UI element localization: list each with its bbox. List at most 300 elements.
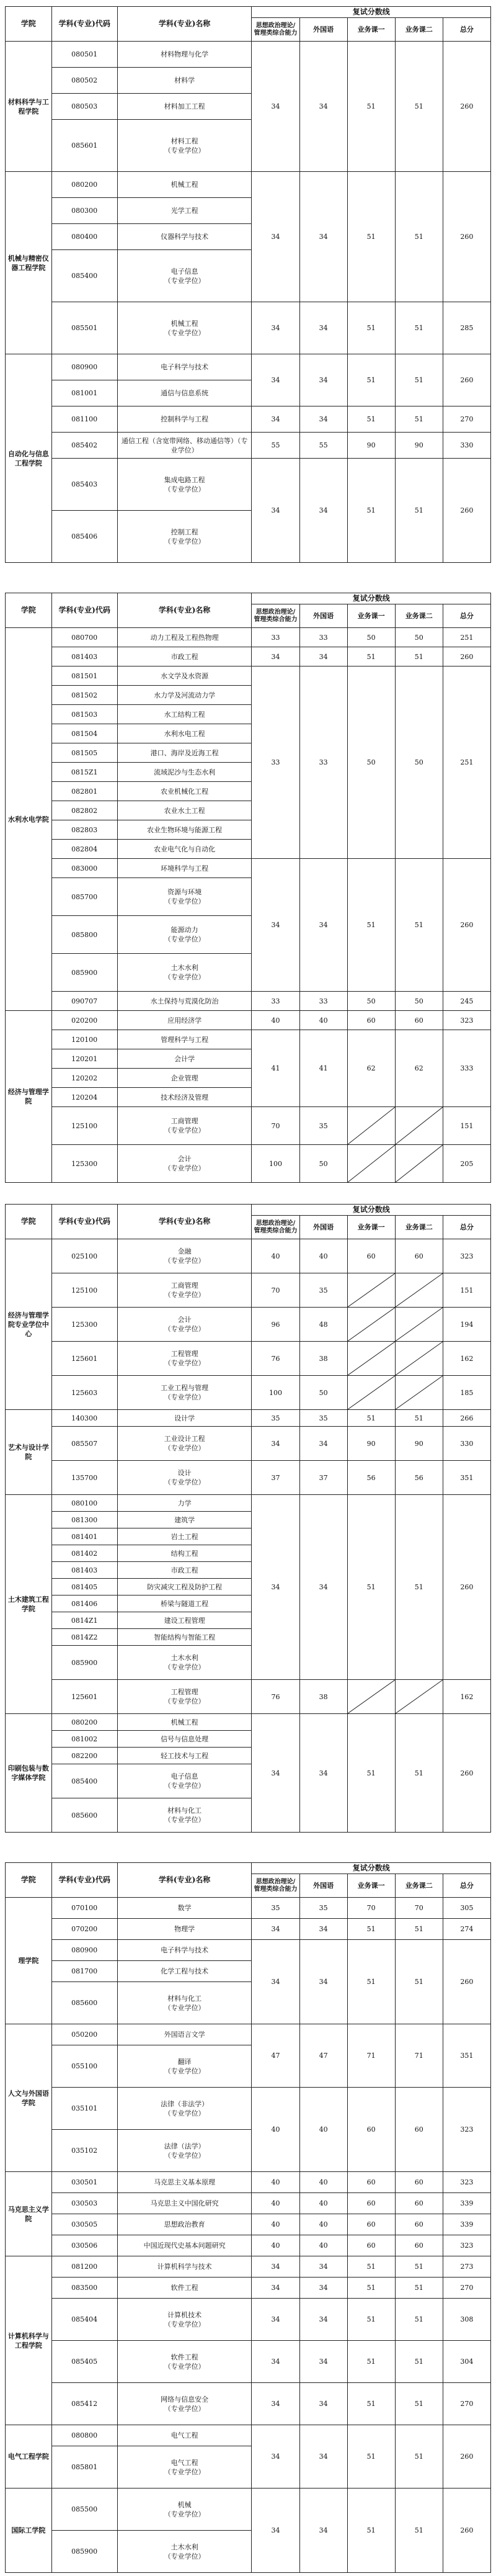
score-total: 330 — [443, 1427, 490, 1461]
score-foreign: 40 — [299, 2235, 347, 2256]
college-name: 印刷包装与数字媒体学院 — [6, 1714, 52, 1833]
discipline-name: 水利水电工程 — [117, 724, 252, 743]
score-total: 339 — [443, 2193, 490, 2214]
discipline-name: 防灾减灾工程及防护工程 — [117, 1579, 252, 1595]
score-course2: 70 — [395, 1898, 443, 1919]
score-course1: 60 — [347, 2193, 395, 2214]
header-college: 学院 — [6, 7, 52, 42]
score-course2: 51 — [395, 172, 443, 302]
discipline-code: 030505 — [51, 2214, 117, 2235]
score-foreign: 47 — [299, 2024, 347, 2088]
table-row — [6, 1495, 491, 1512]
discipline-code: 081001 — [51, 380, 117, 406]
college-name: 经济与管理学院 — [6, 1011, 52, 1183]
discipline-code: 085601 — [51, 120, 117, 172]
score-politics: 100 — [252, 1376, 299, 1410]
discipline-code: 125601 — [51, 1342, 117, 1376]
score-course1: 56 — [347, 1461, 395, 1495]
score-course1: 51 — [347, 406, 395, 433]
discipline-name: 水土保持与荒漠化防治 — [117, 992, 252, 1011]
discipline-code: 030503 — [51, 2193, 117, 2214]
score-foreign: 33 — [299, 992, 347, 1011]
table-row — [6, 1898, 491, 1919]
discipline-name: 会计 （专业学位） — [117, 1145, 252, 1183]
score-total: 205 — [443, 1145, 490, 1183]
score-foreign: 34 — [299, 859, 347, 992]
score-foreign: 48 — [299, 1308, 347, 1342]
college-name: 人文与外国语学院 — [6, 2024, 52, 2172]
score-foreign: 33 — [299, 628, 347, 647]
discipline-code: 055100 — [51, 2045, 117, 2088]
table-row — [6, 2024, 491, 2045]
discipline-code: 030506 — [51, 2235, 117, 2256]
header-college: 学院 — [6, 1863, 52, 1898]
table-row — [6, 2235, 491, 2256]
header-code: 学科(专业)代码 — [51, 593, 117, 628]
score-politics: 34 — [252, 302, 299, 354]
score-course2: 51 — [395, 42, 443, 172]
score-course1-not-applicable — [347, 1342, 395, 1376]
score-foreign: 34 — [299, 647, 347, 666]
discipline-code: 140300 — [51, 1410, 117, 1427]
college-name: 艺术与设计学院 — [6, 1410, 52, 1495]
score-foreign: 40 — [299, 1239, 347, 1273]
score-course2: 60 — [395, 2088, 443, 2172]
score-politics: 47 — [252, 2024, 299, 2088]
table-row — [6, 2341, 491, 2383]
discipline-name: 法律（法学） （专业学位） — [117, 2130, 252, 2172]
table-row — [6, 2488, 491, 2531]
college-name: 国际工学院 — [6, 2488, 52, 2573]
header-name: 学科(专业)名称 — [117, 7, 252, 42]
header-college: 学院 — [6, 1205, 52, 1239]
table-row — [6, 2425, 491, 2446]
discipline-code: 083000 — [51, 859, 117, 878]
discipline-code: 0815Z1 — [51, 763, 117, 782]
score-total: 162 — [443, 1680, 490, 1714]
score-foreign: 34 — [299, 2425, 347, 2488]
score-foreign: 41 — [299, 1030, 347, 1107]
discipline-code: 081002 — [51, 1731, 117, 1748]
score-course1: 60 — [347, 1011, 395, 1030]
score-politics: 34 — [252, 1427, 299, 1461]
discipline-code: 085801 — [51, 2446, 117, 2488]
discipline-code: 085900 — [51, 954, 117, 992]
header-foreign: 外国语 — [299, 604, 347, 628]
discipline-name: 会计学 — [117, 1049, 252, 1069]
score-course2: 51 — [395, 2488, 443, 2573]
score-course1: 62 — [347, 1030, 395, 1107]
discipline-code: 090707 — [51, 992, 117, 1011]
table-row — [6, 1461, 491, 1495]
header-course2: 业务课二 — [395, 18, 443, 42]
score-politics: 34 — [252, 2383, 299, 2425]
score-politics: 34 — [252, 2278, 299, 2299]
discipline-name: 信号与信息处理 — [117, 1731, 252, 1748]
discipline-code: 080300 — [51, 198, 117, 224]
score-total: 194 — [443, 1308, 490, 1342]
discipline-name: 电子科学与技术 — [117, 1940, 252, 1961]
score-course1: 60 — [347, 2214, 395, 2235]
discipline-name: 水文学及水资源 — [117, 666, 252, 686]
score-course2: 71 — [395, 2024, 443, 2088]
discipline-code: 082801 — [51, 782, 117, 801]
table-row — [6, 2256, 491, 2278]
score-total: 285 — [443, 302, 490, 354]
score-foreign: 34 — [299, 1427, 347, 1461]
score-course1: 60 — [347, 1239, 395, 1273]
discipline-name: 管理科学与工程 — [117, 1030, 252, 1049]
discipline-name: 工程管理 （专业学位） — [117, 1680, 252, 1714]
score-course1: 51 — [347, 2383, 395, 2425]
table-row — [6, 433, 491, 459]
discipline-code: 085900 — [51, 1646, 117, 1680]
score-course1: 51 — [347, 1940, 395, 2024]
score-foreign: 34 — [299, 2488, 347, 2573]
discipline-code: 085403 — [51, 459, 117, 511]
college-name: 材料科学与工程学院 — [6, 42, 52, 172]
discipline-code: 080503 — [51, 94, 117, 120]
discipline-name: 农业电气化与自动化 — [117, 840, 252, 859]
score-foreign: 50 — [299, 1145, 347, 1183]
score-course1: 51 — [347, 2425, 395, 2488]
discipline-name: 材料加工工程 — [117, 94, 252, 120]
score-total: 260 — [443, 1495, 490, 1680]
discipline-name: 环境科学与工程 — [117, 859, 252, 878]
score-total: 323 — [443, 1239, 490, 1273]
score-course1: 51 — [347, 2256, 395, 2278]
score-course2: 90 — [395, 433, 443, 459]
table-row — [6, 406, 491, 433]
score-foreign: 34 — [299, 302, 347, 354]
discipline-code: 120204 — [51, 1088, 117, 1107]
discipline-name: 通信与信息系统 — [117, 380, 252, 406]
discipline-code: 085406 — [51, 511, 117, 563]
college-name: 经济与管理学院专业学位中心 — [6, 1239, 52, 1410]
score-course1: 51 — [347, 2341, 395, 2383]
discipline-name: 思想政治教育 — [117, 2214, 252, 2235]
discipline-code: 070100 — [51, 1898, 117, 1919]
score-foreign: 33 — [299, 666, 347, 859]
discipline-code: 080900 — [51, 354, 117, 380]
score-course1-not-applicable — [347, 1376, 395, 1410]
discipline-name: 翻译 （专业学位） — [117, 2045, 252, 2088]
table-row — [6, 2088, 491, 2130]
score-total: 330 — [443, 433, 490, 459]
score-politics: 33 — [252, 992, 299, 1011]
discipline-name: 流域泥沙与生态水利 — [117, 763, 252, 782]
discipline-code: 080800 — [51, 2425, 117, 2446]
score-politics: 40 — [252, 1011, 299, 1030]
score-course1: 51 — [347, 302, 395, 354]
score-course1: 51 — [347, 1919, 395, 1940]
score-foreign: 34 — [299, 1714, 347, 1833]
discipline-code: 081505 — [51, 743, 117, 763]
discipline-name: 机械 （专业学位） — [117, 2488, 252, 2531]
score-total: 304 — [443, 2341, 490, 2383]
score-total: 333 — [443, 1030, 490, 1107]
header-politics: 思想政治理论/管理类综合能力 — [252, 1216, 299, 1239]
table-row — [6, 1145, 491, 1183]
discipline-name: 机械工程 — [117, 1714, 252, 1731]
score-course2: 51 — [395, 354, 443, 406]
header-course2: 业务课二 — [395, 1216, 443, 1239]
score-total: 323 — [443, 2088, 490, 2172]
table-row — [6, 1107, 491, 1145]
score-politics: 35 — [252, 1898, 299, 1919]
discipline-name: 土木水利 （专业学位） — [117, 2531, 252, 2573]
score-politics: 40 — [252, 2235, 299, 2256]
score-course1: 71 — [347, 2024, 395, 2088]
score-course1-not-applicable — [347, 1308, 395, 1342]
discipline-code: 125300 — [51, 1145, 117, 1183]
discipline-name: 土木水利 （专业学位） — [117, 1646, 252, 1680]
score-foreign: 35 — [299, 1107, 347, 1145]
score-total: 260 — [443, 42, 490, 172]
score-foreign: 34 — [299, 1495, 347, 1680]
discipline-code: 081406 — [51, 1595, 117, 1612]
discipline-name: 水力学及河流动力学 — [117, 686, 252, 705]
score-foreign: 38 — [299, 1680, 347, 1714]
discipline-name: 集成电路工程 （专业学位） — [117, 459, 252, 511]
score-total: 251 — [443, 628, 490, 647]
header-retest-score-line: 复试分数线 — [252, 1863, 491, 1874]
discipline-name: 设计 （专业学位） — [117, 1461, 252, 1495]
score-course2: 51 — [395, 406, 443, 433]
discipline-code: 082802 — [51, 801, 117, 820]
score-foreign: 34 — [299, 2341, 347, 2383]
score-politics: 76 — [252, 1342, 299, 1376]
table-row — [6, 2214, 491, 2235]
score-course2: 60 — [395, 1011, 443, 1030]
score-course2-not-applicable — [395, 1308, 443, 1342]
score-course1-not-applicable — [347, 1145, 395, 1183]
college-name: 计算机科学与工程学院 — [6, 2256, 52, 2425]
score-politics: 35 — [252, 1410, 299, 1427]
score-course2: 56 — [395, 1461, 443, 1495]
discipline-code: 085507 — [51, 1427, 117, 1461]
discipline-code: 125100 — [51, 1107, 117, 1145]
table-row — [6, 459, 491, 511]
score-foreign: 34 — [299, 459, 347, 563]
score-foreign: 40 — [299, 2193, 347, 2214]
score-course2: 51 — [395, 2278, 443, 2299]
discipline-name: 金融 （专业学位） — [117, 1239, 252, 1273]
discipline-code: 070200 — [51, 1919, 117, 1940]
score-course2-not-applicable — [395, 1145, 443, 1183]
discipline-name: 会计 （专业学位） — [117, 1308, 252, 1342]
score-total: 260 — [443, 1714, 490, 1833]
score-politics: 34 — [252, 2256, 299, 2278]
header-course2: 业务课二 — [395, 604, 443, 628]
score-total: 308 — [443, 2299, 490, 2341]
score-course2: 90 — [395, 1427, 443, 1461]
discipline-name: 企业管理 — [117, 1069, 252, 1088]
score-total: 270 — [443, 2383, 490, 2425]
discipline-name: 工程管理 （专业学位） — [117, 1342, 252, 1376]
table-row — [6, 2383, 491, 2425]
discipline-name: 水工结构工程 — [117, 705, 252, 724]
discipline-name: 港口、海岸及近海工程 — [117, 743, 252, 763]
score-course2: 51 — [395, 1495, 443, 1680]
score-course2: 60 — [395, 2235, 443, 2256]
college-name: 水利水电学院 — [6, 628, 52, 1011]
score-politics: 41 — [252, 1030, 299, 1107]
score-course1-not-applicable — [347, 1107, 395, 1145]
score-politics: 96 — [252, 1308, 299, 1342]
score-course2: 51 — [395, 2383, 443, 2425]
score-foreign: 35 — [299, 1410, 347, 1427]
header-course2: 业务课二 — [395, 1874, 443, 1898]
score-course2: 62 — [395, 1030, 443, 1107]
discipline-name: 市政工程 — [117, 647, 252, 666]
score-total: 245 — [443, 992, 490, 1011]
header-course1: 业务课一 — [347, 604, 395, 628]
score-course1-not-applicable — [347, 1273, 395, 1308]
score-foreign: 34 — [299, 2383, 347, 2425]
score-total: 339 — [443, 2214, 490, 2235]
discipline-name: 计算机科学与技术 — [117, 2256, 252, 2278]
discipline-code: 081501 — [51, 666, 117, 686]
table-row — [6, 1919, 491, 1940]
score-total: 260 — [443, 2425, 490, 2488]
discipline-code: 085600 — [51, 1982, 117, 2024]
discipline-code: 085405 — [51, 2341, 117, 2383]
score-politics: 40 — [252, 2214, 299, 2235]
discipline-name: 电子科学与技术 — [117, 354, 252, 380]
score-foreign: 34 — [299, 354, 347, 406]
table-row — [6, 354, 491, 380]
score-total: 260 — [443, 354, 490, 406]
score-course2-not-applicable — [395, 1342, 443, 1376]
score-foreign: 34 — [299, 2256, 347, 2278]
discipline-code: 135700 — [51, 1461, 117, 1495]
score-course1: 51 — [347, 1410, 395, 1427]
score-politics: 34 — [252, 42, 299, 172]
score-course1: 90 — [347, 433, 395, 459]
discipline-name: 技术经济及管理 — [117, 1088, 252, 1107]
discipline-code: 125601 — [51, 1680, 117, 1714]
score-foreign: 34 — [299, 2299, 347, 2341]
discipline-name: 资源与环境 （专业学位） — [117, 878, 252, 916]
header-code: 学科(专业)代码 — [51, 1863, 117, 1898]
table-row — [6, 647, 491, 666]
score-table-section — [5, 1204, 491, 1833]
score-total: 273 — [443, 2256, 490, 2278]
score-foreign: 40 — [299, 1011, 347, 1030]
score-course1: 60 — [347, 2088, 395, 2172]
score-total: 251 — [443, 666, 490, 859]
header-course1: 业务课一 — [347, 1216, 395, 1239]
table-row — [6, 302, 491, 354]
score-course2: 51 — [395, 459, 443, 563]
table-row — [6, 1011, 491, 1030]
score-course1: 51 — [347, 2299, 395, 2341]
header-name: 学科(专业)名称 — [117, 1205, 252, 1239]
score-total: 270 — [443, 406, 490, 433]
score-politics: 34 — [252, 859, 299, 992]
header-total: 总分 — [443, 1874, 490, 1898]
discipline-name: 动力工程及工程热物理 — [117, 628, 252, 647]
discipline-code: 082803 — [51, 820, 117, 840]
discipline-code: 081100 — [51, 406, 117, 433]
discipline-name: 电气工程 — [117, 2425, 252, 2446]
college-name: 理学院 — [6, 1898, 52, 2024]
score-course1: 90 — [347, 1427, 395, 1461]
discipline-name: 土木水利 （专业学位） — [117, 954, 252, 992]
score-course2: 60 — [395, 2172, 443, 2193]
score-politics: 40 — [252, 2172, 299, 2193]
discipline-code: 080200 — [51, 1714, 117, 1731]
discipline-name: 光学工程 — [117, 198, 252, 224]
score-politics: 40 — [252, 1239, 299, 1273]
score-total: 270 — [443, 2278, 490, 2299]
score-politics: 34 — [252, 172, 299, 302]
discipline-code: 080400 — [51, 224, 117, 250]
score-politics: 34 — [252, 1714, 299, 1833]
score-foreign: 34 — [299, 172, 347, 302]
discipline-name: 农业水土工程 — [117, 801, 252, 820]
discipline-name: 化学工程与技术 — [117, 1961, 252, 1982]
header-foreign: 外国语 — [299, 1874, 347, 1898]
header-course1: 业务课一 — [347, 1874, 395, 1898]
score-course1: 51 — [347, 172, 395, 302]
score-course2: 51 — [395, 647, 443, 666]
discipline-name: 计算机技术 （专业学位） — [117, 2299, 252, 2341]
header-code: 学科(专业)代码 — [51, 1205, 117, 1239]
score-total: 162 — [443, 1342, 490, 1376]
discipline-code: 081403 — [51, 1562, 117, 1579]
score-total: 260 — [443, 172, 490, 302]
header-name: 学科(专业)名称 — [117, 1863, 252, 1898]
table-row — [6, 1427, 491, 1461]
discipline-code: 120100 — [51, 1030, 117, 1049]
table-row — [6, 1376, 491, 1410]
score-politics: 55 — [252, 433, 299, 459]
college-name: 自动化与信息工程学院 — [6, 354, 52, 563]
score-course1-not-applicable — [347, 1680, 395, 1714]
discipline-code: 025100 — [51, 1239, 117, 1273]
discipline-name: 软件工程 — [117, 2278, 252, 2299]
discipline-code: 085400 — [51, 1764, 117, 1798]
score-politics: 33 — [252, 666, 299, 859]
table-row — [6, 172, 491, 198]
score-course2-not-applicable — [395, 1273, 443, 1308]
score-course1: 50 — [347, 992, 395, 1011]
score-politics: 76 — [252, 1680, 299, 1714]
discipline-code: 081405 — [51, 1579, 117, 1595]
discipline-name: 结构工程 — [117, 1545, 252, 1562]
discipline-name: 工商管理 （专业学位） — [117, 1107, 252, 1145]
score-course1: 51 — [347, 647, 395, 666]
discipline-name: 农业机械化工程 — [117, 782, 252, 801]
table-row — [6, 1714, 491, 1731]
score-foreign: 35 — [299, 1898, 347, 1919]
discipline-name: 市政工程 — [117, 1562, 252, 1579]
score-course2: 60 — [395, 2214, 443, 2235]
discipline-name: 智能结构与智能工程 — [117, 1629, 252, 1646]
score-total: 305 — [443, 1898, 490, 1919]
score-total: 323 — [443, 1011, 490, 1030]
score-politics: 34 — [252, 2488, 299, 2573]
table-row — [6, 42, 491, 68]
discipline-code: 083500 — [51, 2278, 117, 2299]
score-course2: 51 — [395, 2341, 443, 2383]
score-total: 351 — [443, 1461, 490, 1495]
score-politics: 70 — [252, 1107, 299, 1145]
score-course1: 51 — [347, 2278, 395, 2299]
discipline-name: 物理学 — [117, 1919, 252, 1940]
